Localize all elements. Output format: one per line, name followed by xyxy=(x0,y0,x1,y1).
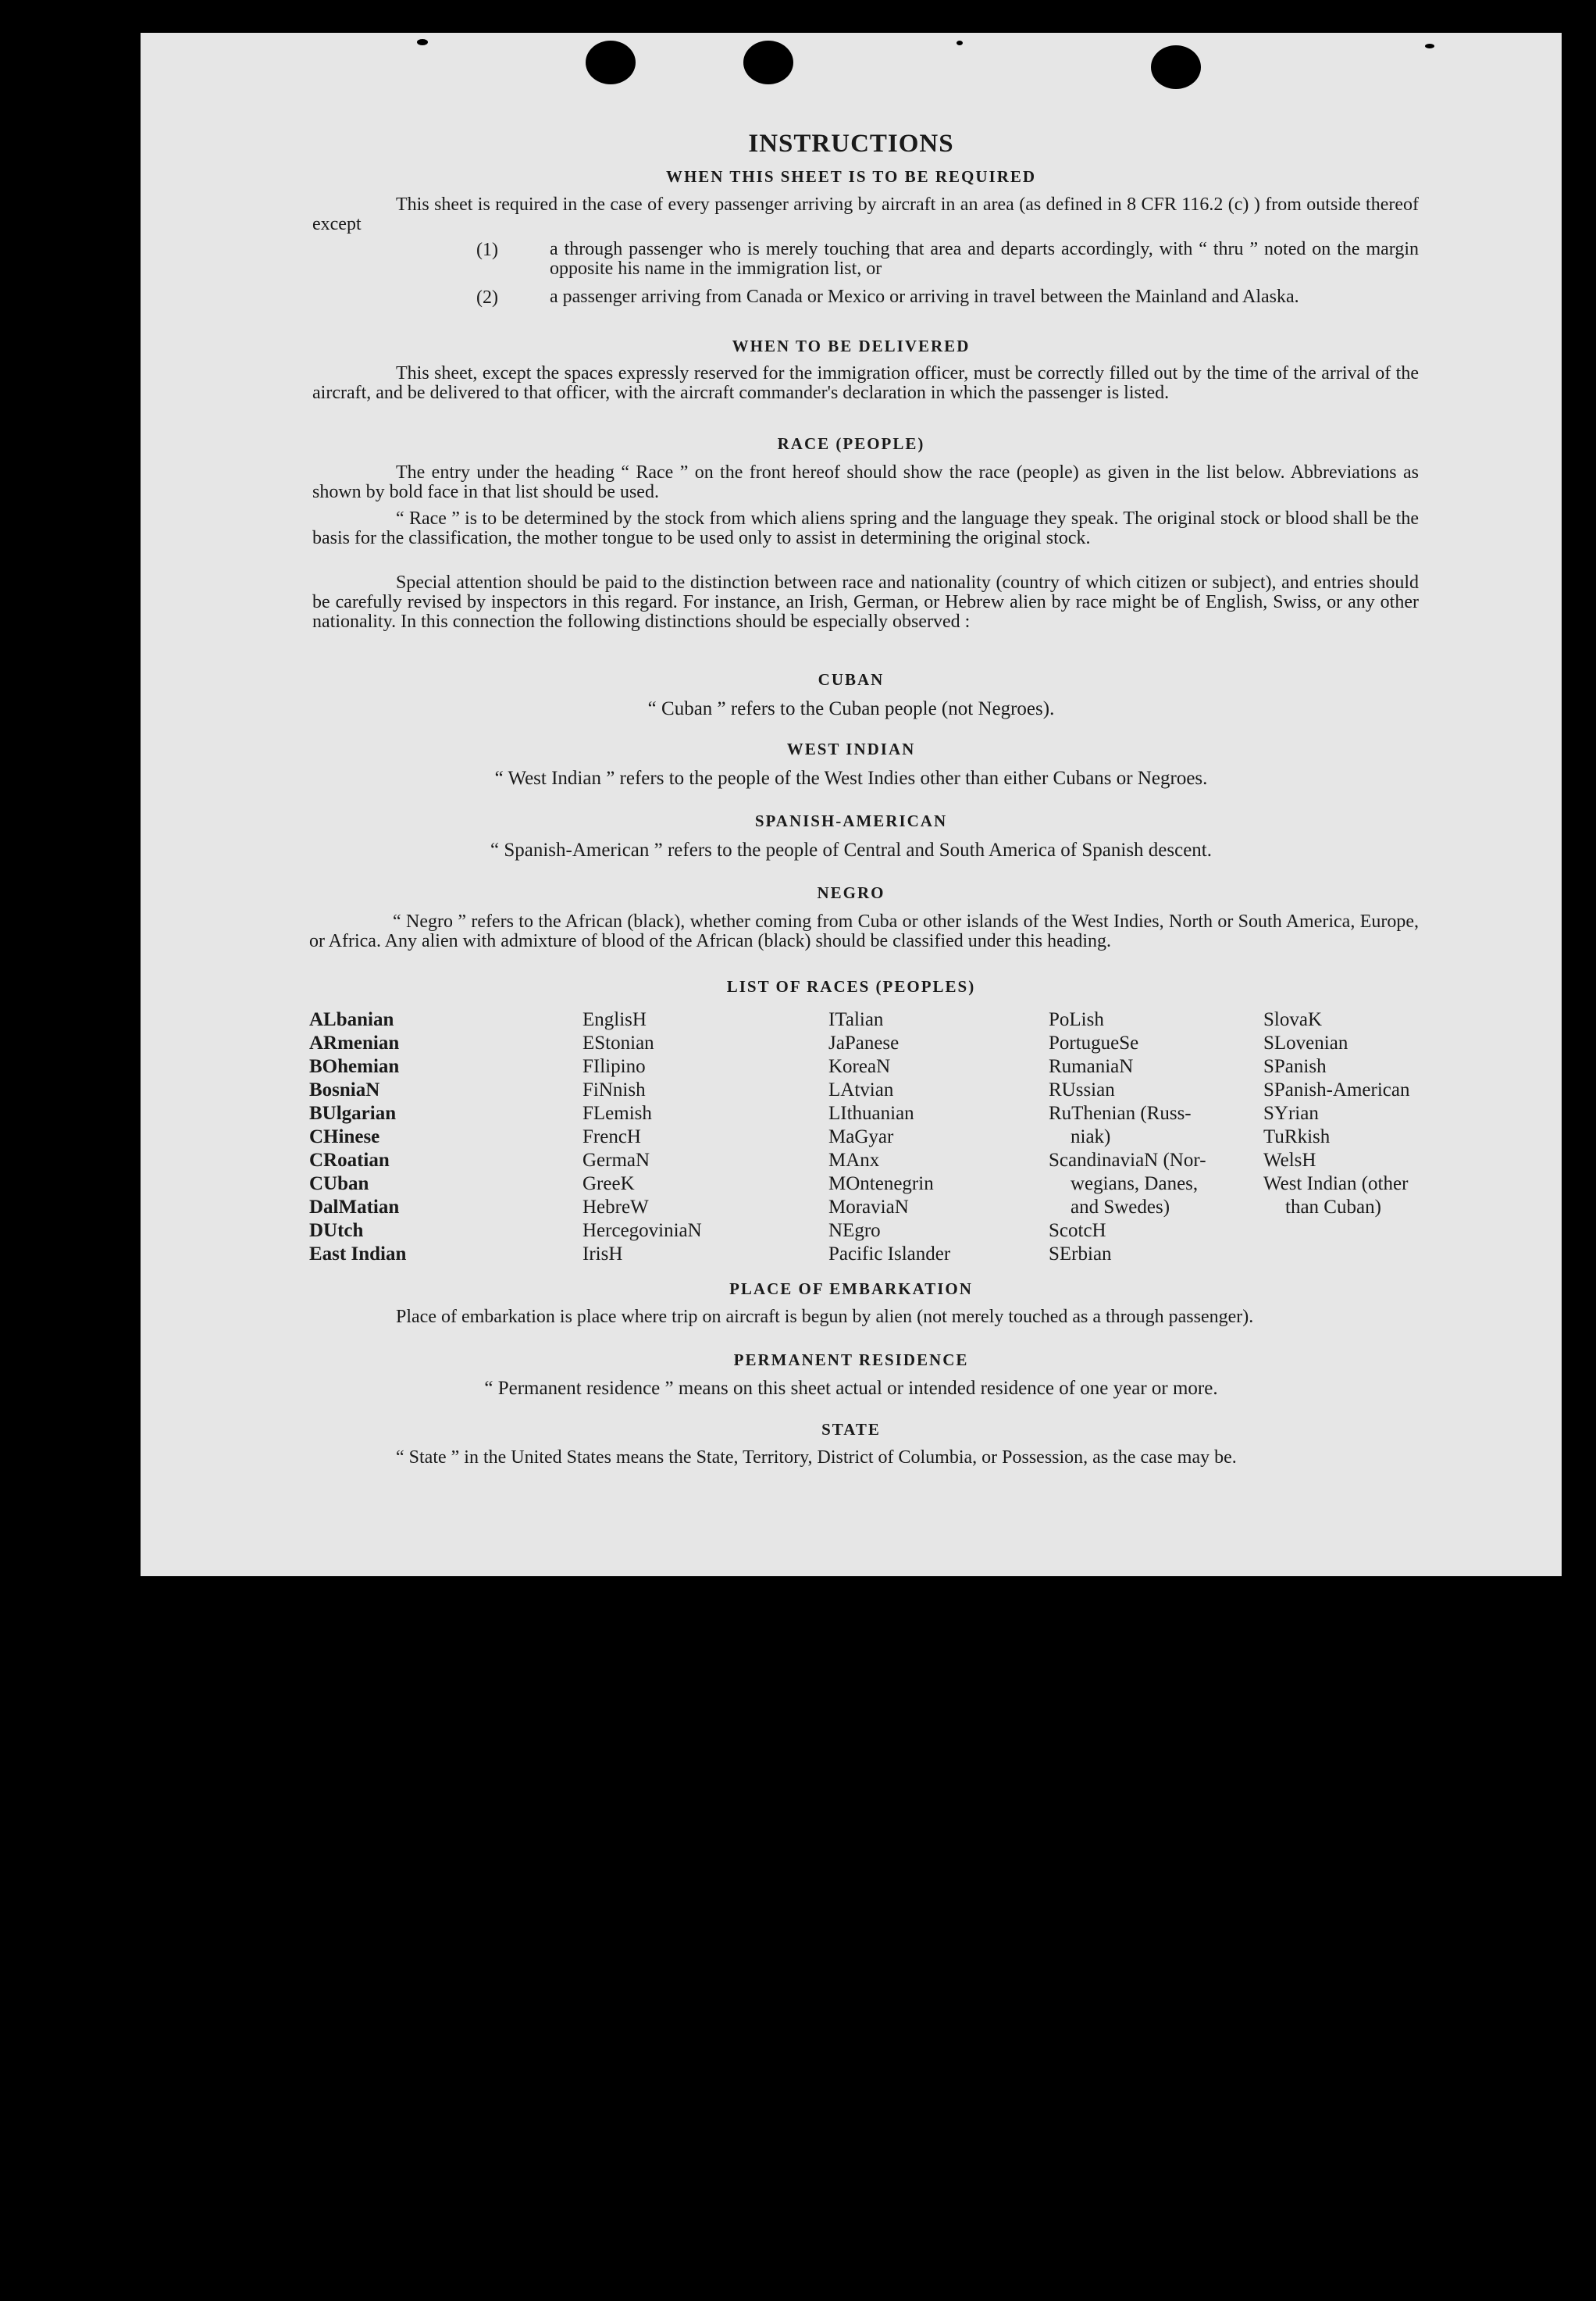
heading-cuban: CUBAN xyxy=(818,670,885,689)
race-item: FLemish xyxy=(582,1103,652,1124)
speck xyxy=(957,41,963,45)
race-item: CHinese xyxy=(309,1126,380,1147)
race-item: LAtvian xyxy=(828,1079,894,1101)
heading-race: RACE (PEOPLE) xyxy=(777,434,925,453)
race-item: PortugueSe xyxy=(1049,1033,1139,1054)
residence-text: “ Permanent residence ” means on this sheet actual or intended residence of one year or more. xyxy=(484,1378,1218,1399)
punch-hole xyxy=(1151,45,1201,89)
race-item: LIthuanian xyxy=(828,1103,914,1124)
heading-list-of-races: LIST OF RACES (PEOPLES) xyxy=(726,977,976,996)
race-item: FIlipino xyxy=(582,1056,646,1077)
speck xyxy=(1425,44,1434,48)
race-item: WelsH xyxy=(1263,1150,1316,1171)
race-item: MaGyar xyxy=(828,1126,894,1147)
race-item: niak) xyxy=(1071,1126,1111,1147)
race-item: SErbian xyxy=(1049,1243,1112,1265)
race-item: GreeK xyxy=(582,1173,635,1194)
race-item: DUtch xyxy=(309,1220,364,1241)
race-item: SlovaK xyxy=(1263,1009,1322,1030)
race-item: SLovenian xyxy=(1263,1033,1348,1054)
race-column-3 xyxy=(828,1008,950,1266)
heading-delivered: WHEN TO BE DELIVERED xyxy=(732,337,971,355)
race-item: SYrian xyxy=(1263,1103,1319,1124)
punch-hole xyxy=(743,41,793,84)
item-number: (1) xyxy=(476,240,498,260)
embarkation-text: Place of embarkation is place where trip on aircraft is begun by alien (not merely touched as a through passenger). xyxy=(396,1307,1254,1327)
race-column-1 xyxy=(309,1008,406,1266)
race-item: East Indian xyxy=(309,1243,407,1265)
state-text: “ State ” in the United States means the State, Territory, District of Columbia, or Possession, as the case may be. xyxy=(396,1447,1237,1468)
heading-residence: PERMANENT RESIDENCE xyxy=(733,1350,969,1369)
race-item: EStonian xyxy=(582,1033,654,1054)
heading-west-indian: WEST INDIAN xyxy=(786,740,916,758)
race-item: CUban xyxy=(309,1173,369,1194)
race-item: MoraviaN xyxy=(828,1197,909,1218)
required-item-1: a through passenger who is merely touching that area and departs accordingly, with “ thru ” noted on the margin opposite his name in the immigration list, or xyxy=(550,239,1419,279)
race-item: FiNnish xyxy=(582,1079,646,1101)
race-item: ARmenian xyxy=(309,1033,400,1054)
heading-state: STATE xyxy=(821,1420,881,1439)
race-item: SPanish-American xyxy=(1263,1079,1410,1101)
race-item: BosniaN xyxy=(309,1079,380,1101)
spanish-american-text: “ Spanish-American ” refers to the people of Central and South America of Spanish descent. xyxy=(490,840,1213,861)
cuban-text: “ Cuban ” refers to the Cuban people (not Negroes). xyxy=(647,698,1055,719)
race-item: CRoatian xyxy=(309,1150,390,1171)
heading-embarkation: PLACE OF EMBARKATION xyxy=(729,1279,973,1298)
document-sheet xyxy=(141,33,1562,1576)
race-item: TuRkish xyxy=(1263,1126,1331,1147)
race-item: JaPanese xyxy=(828,1033,900,1054)
delivered-text: This sheet, except the spaces expressly reserved for the immigration officer, must be correctly filled out by the time of the arrival of the aircraft, and be delivered to that officer, with the aircraft commander's declaration in which the passenger is listed. xyxy=(312,363,1419,403)
race-item: HercegoviniaN xyxy=(582,1220,702,1241)
race-item: MOntenegrin xyxy=(828,1173,934,1194)
negro-text: “ Negro ” refers to the African (black), whether coming from Cuba or other islands of the West Indies, North or South America, Europe, or Africa. Any alien with admixture of blood of the African (black) should be classified under this heading. xyxy=(309,911,1419,951)
race-item: Pacific Islander xyxy=(828,1243,951,1265)
race-paragraph-2: “ Race ” is to be determined by the stock from which aliens spring and the language they speak. The original stock or blood shall be the basis for the classification, the mother tongue to be used only to assist in determining the original stock. xyxy=(312,508,1419,548)
race-item: and Swedes) xyxy=(1071,1197,1170,1218)
heading-spanish-american: SPANISH-AMERICAN xyxy=(754,812,948,830)
page-title: INSTRUCTIONS xyxy=(748,130,954,158)
race-item: KoreaN xyxy=(828,1056,891,1077)
race-column-4 xyxy=(1049,1008,1206,1266)
race-item: HebreW xyxy=(582,1197,649,1218)
race-item: GermaN xyxy=(582,1150,650,1171)
race-column-2 xyxy=(582,1008,702,1266)
heading-required: WHEN THIS SHEET IS TO BE REQUIRED xyxy=(665,167,1037,186)
race-item: RUssian xyxy=(1049,1079,1115,1101)
race-item: ScandinaviaN (Nor- xyxy=(1049,1150,1206,1171)
race-item: RumaniaN xyxy=(1049,1056,1134,1077)
heading-negro: NEGRO xyxy=(817,883,885,902)
race-item: MAnx xyxy=(828,1150,880,1171)
race-item: ALbanian xyxy=(309,1009,394,1030)
race-item: BOhemian xyxy=(309,1056,400,1077)
race-paragraph-3: Special attention should be paid to the distinction between race and nationality (country of which citizen or subject), and entries should be carefully revised by inspectors in this regard. For instance, an Irish, German, or Hebrew alien by race might be of English, Swiss, or any other nationality. In this connection the following distinctions should be especially observed : xyxy=(312,573,1419,632)
required-item-2: a passenger arriving from Canada or Mexico or arriving in travel between the Mainland and Alaska. xyxy=(550,287,1299,307)
race-item: BUlgarian xyxy=(309,1103,397,1124)
race-item: DalMatian xyxy=(309,1197,400,1218)
race-paragraph-1: The entry under the heading “ Race ” on the front hereof should show the race (people) as given in the list below. Abbreviations as shown by bold face in that list should be used. xyxy=(312,462,1419,502)
race-item: ITalian xyxy=(828,1009,884,1030)
race-item: FrencH xyxy=(582,1126,641,1147)
race-item: NEgro xyxy=(828,1220,881,1241)
speck xyxy=(417,39,428,45)
punch-hole xyxy=(586,41,636,84)
race-item: wegians, Danes, xyxy=(1071,1173,1199,1194)
west-indian-text: “ West Indian ” refers to the people of the West Indies other than either Cubans or Negroes. xyxy=(494,768,1208,789)
item-number: (2) xyxy=(476,287,498,308)
race-item: SPanish xyxy=(1263,1056,1327,1077)
race-item: ScotcH xyxy=(1049,1220,1106,1241)
race-item: IrisH xyxy=(582,1243,623,1265)
race-item: PoLish xyxy=(1049,1009,1104,1030)
race-item: West Indian (other xyxy=(1263,1173,1409,1194)
race-column-5 xyxy=(1263,1008,1409,1219)
required-intro: This sheet is required in the case of every passenger arriving by aircraft in an area (as defined in 8 CFR 116.2 (c) ) from outside thereof except xyxy=(312,194,1419,234)
race-item: RuThenian (Russ- xyxy=(1049,1103,1192,1124)
race-item: EnglisH xyxy=(582,1009,647,1030)
race-item: than Cuban) xyxy=(1285,1197,1381,1218)
